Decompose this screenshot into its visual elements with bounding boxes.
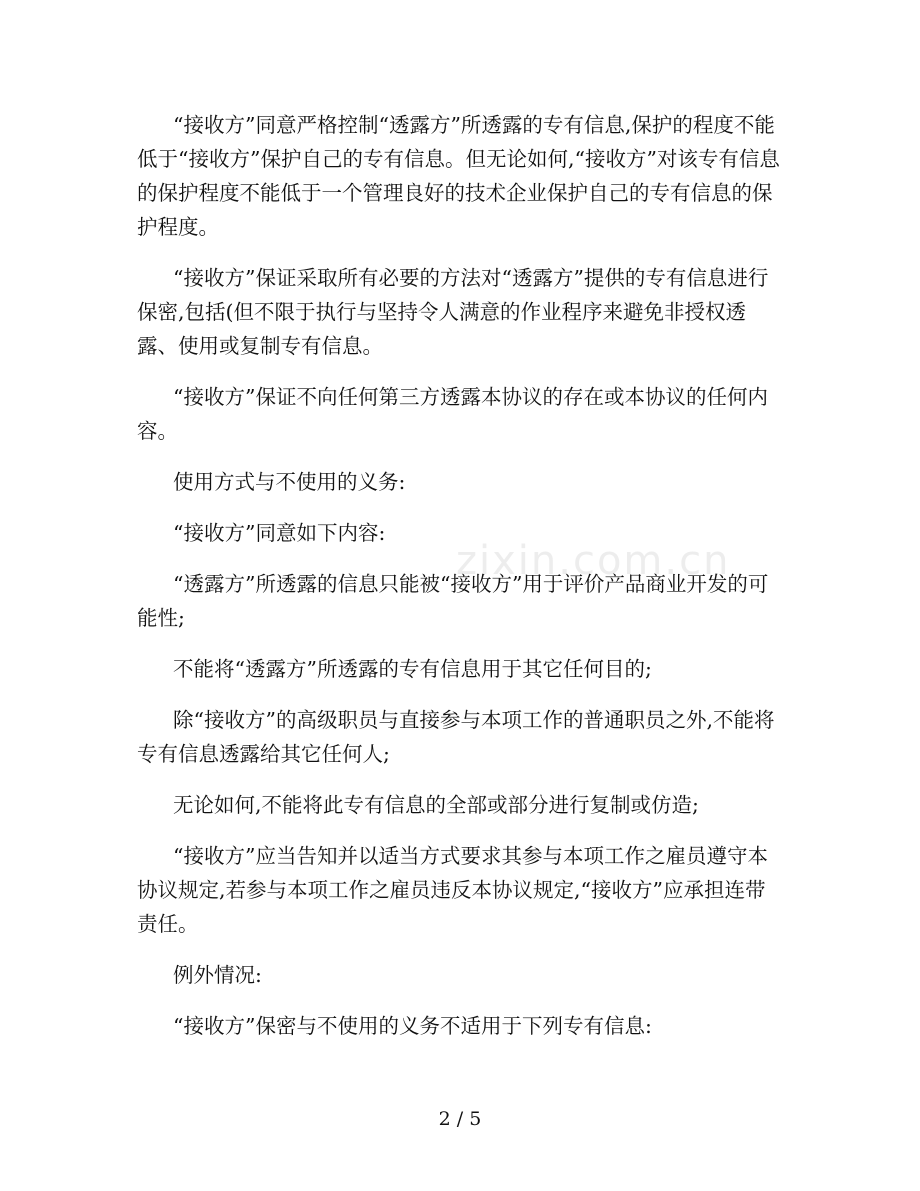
document-body [137, 108, 785, 1060]
section-heading-usage: 使用方式与不使用的义务: [173, 470, 406, 494]
paragraph-7: 不能将“透露方”所透露的专有信息用于其它任何目的; [173, 657, 652, 681]
paragraph-1: “接收方”同意严格控制“透露方”所透露的专有信息,保护的程度不能低于“接收方”保护自己的专有信息。但无论如何,“接收方”对该专有信息的保护程度不能低于一个管理良好的技术企业保护自己的专有信息的保护程度。 [137, 113, 780, 239]
paragraph-3: “接收方”保证不向任何第三方透露本协议的存在或本协议的任何内容。 [137, 385, 768, 443]
paragraph-5: “接收方”同意如下内容: [173, 521, 386, 545]
paragraph-6: “透露方”所透露的信息只能被“接收方”用于评价产品商业开发的可能性; [137, 572, 769, 630]
page-number: 2 / 5 [438, 1108, 482, 1130]
paragraph-9: 无论如何,不能将此专有信息的全部或部分进行复制或仿造; [173, 793, 699, 817]
paragraph-2: “接收方”保证采取所有必要的方法对“透露方”提供的专有信息进行保密,包括(但不限于执行与坚持令人满意的作业程序来避免非授权透露、使用或复制专有信息。 [137, 266, 769, 358]
watermark: zixin.com.cn [456, 538, 731, 584]
paragraph-8: 除“接收方”的高级职员与直接参与本项工作的普通职员之外,不能将专有信息透露给其它任何人; [137, 708, 775, 766]
paragraph-10: “接收方”应当告知并以适当方式要求其参与本项工作之雇员遵守本协议规定,若参与本项工作之雇员违反本协议规定,“接收方”应承担连带责任。 [137, 844, 768, 936]
section-heading-exceptions: 例外情况: [173, 963, 262, 987]
paragraph-12: “接收方”保密与不使用的义务不适用于下列专有信息: [173, 1014, 652, 1038]
